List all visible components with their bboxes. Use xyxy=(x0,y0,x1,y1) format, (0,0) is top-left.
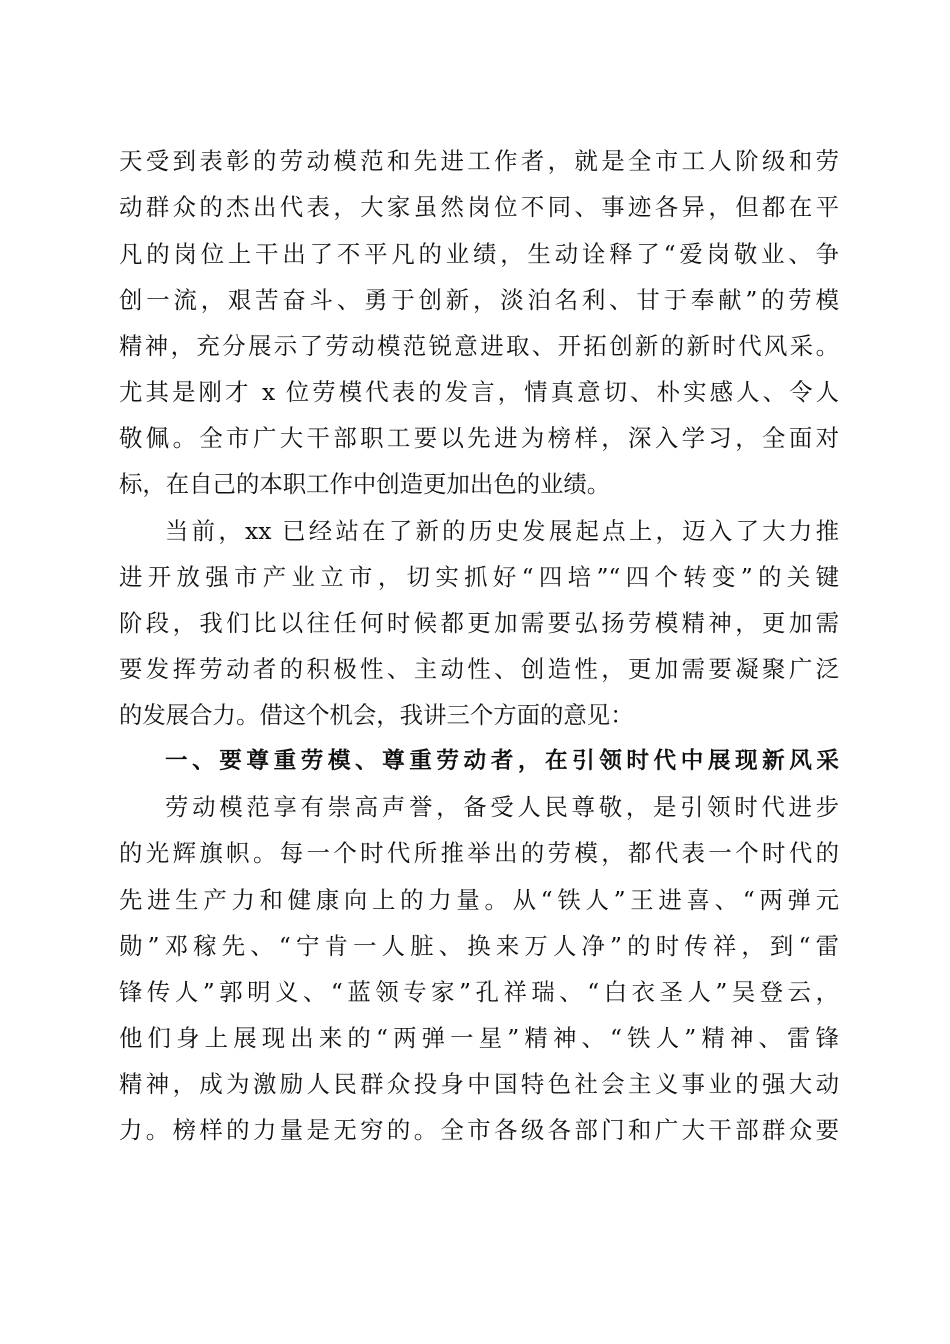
text-line: 精神，成为激励人民群众投身中国特色社会主义事业的强大动 xyxy=(119,1070,839,1098)
text-line: 敬佩。全市广大干部职工要以先进为榜样，深入学习，全面对 xyxy=(119,424,839,452)
text-line: 锋传人”郭明义、“蓝领专家”孔祥瑞、“白衣圣人”吴登云， xyxy=(119,978,839,1006)
text-line: 当前，xx 已经站在了新的历史发展起点上，迈入了大力推 xyxy=(165,517,839,545)
text-line: 先进生产力和健康向上的力量。从“铁人”王进喜、“两弹元 xyxy=(119,886,839,914)
text-line: 标，在自己的本职工作中创造更加出色的业绩。 xyxy=(119,470,611,498)
text-line: 的光辉旗帜。每一个时代所推举出的劳模，都代表一个时代的 xyxy=(119,839,839,867)
text-line: 凡的岗位上干出了不平凡的业绩，生动诠释了“爱岗敬业、争 xyxy=(119,240,839,268)
text-line: 精神，充分展示了劳动模范锐意进取、开拓创新的新时代风采。 xyxy=(119,332,839,360)
text-line: 创一流，艰苦奋斗、勇于创新，淡泊名利、甘于奉献”的劳模 xyxy=(119,286,839,314)
text-line: 的发展合力。借这个机会，我讲三个方面的意见： xyxy=(119,701,634,729)
text-line: 他们身上展现出来的“两弹一星”精神、“铁人”精神、雷锋 xyxy=(119,1024,839,1052)
text-line: 勋”邓稼先、“宁肯一人脏、换来万人净”的时传祥，到“雷 xyxy=(119,932,839,960)
text-line: 天受到表彰的劳动模范和先进工作者，就是全市工人阶级和劳 xyxy=(119,147,839,175)
text-line: 劳动模范享有崇高声誉，备受人民尊敬，是引领时代进步 xyxy=(165,793,839,821)
text-line: 进开放强市产业立市，切实抓好“四培”“四个转变”的关键 xyxy=(119,563,839,591)
text-line: 动群众的杰出代表，大家虽然岗位不同、事迹各异，但都在平 xyxy=(119,193,839,221)
text-line: 尤其是刚才 x 位劳模代表的发言，情真意切、朴实感人、令人 xyxy=(119,378,839,406)
text-line: 阶段，我们比以往任何时候都更加需要弘扬劳模精神，更加需 xyxy=(119,609,839,637)
text-line: 要发挥劳动者的积极性、主动性、创造性，更加需要凝聚广泛 xyxy=(119,655,839,683)
section-heading: 一、要尊重劳模、尊重劳动者，在引领时代中展现新风采 xyxy=(165,748,839,774)
text-line: 力。榜样的力量是无穷的。全市各级各部门和广大干部群众要 xyxy=(119,1116,839,1144)
